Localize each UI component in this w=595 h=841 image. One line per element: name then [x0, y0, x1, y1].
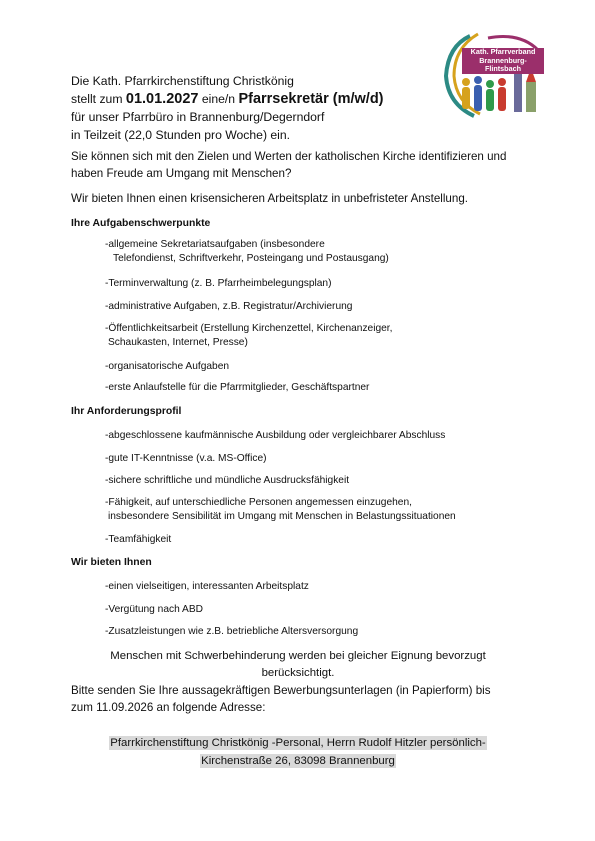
address-line-1: Pfarrkirchenstiftung Christkönig -Personal, Herrn Rudolf Hitzler persönlich- [110, 737, 486, 749]
task-item: -administrative Aufgaben, z.B. Registratur/Archivierung [105, 301, 353, 312]
question [71, 149, 541, 182]
profile-item: -abgeschlossene kaufmännische Ausbildung oder vergleichbarer Abschluss [105, 430, 446, 441]
task-item [105, 238, 545, 266]
benefit-item: -Zusatzleistungen wie z.B. betriebliche Altersversorgung [105, 626, 359, 637]
logo-text [462, 48, 544, 74]
profile-item-line: -Fähigkeit, auf unterschiedliche Personen angemessen einzugehen, [105, 497, 412, 508]
benefit-item: -einen vielseitigen, interessanten Arbeitsplatz [105, 581, 309, 592]
address-line-2: Kirchenstraße 26, 83098 Brannenburg [201, 755, 395, 767]
profile-heading: Ihr Anforderungsprofil [71, 406, 182, 417]
benefit-item: -Vergütung nach ABD [105, 604, 203, 615]
apply-line: zum 11.09.2026 an folgende Adresse: [71, 701, 266, 714]
offer-text: Wir bieten Ihnen einen krisensicheren Arbeitsplatz in unbefristeter Anstellung. [71, 192, 468, 205]
start-date: 01.01.2027 [125, 91, 199, 107]
intro [71, 72, 541, 144]
question-line-1: Sie können sich mit den Zielen und Werten der katholischen Kirche identifizieren und [71, 150, 507, 163]
intro-line-3: für unser Pfarrbüro in Brannenburg/Degerndorf [71, 110, 325, 124]
disability-note [71, 648, 525, 682]
apply-line: Bitte senden Sie Ihre aussagekräftigen Bewerbungsunterlagen (in Papierform) bis [71, 684, 491, 697]
disability-line: Menschen mit Schwerbehinderung werden bei gleicher Eignung bevorzugt [110, 650, 486, 662]
task-item [105, 322, 545, 350]
task-item: -organisatorische Aufgaben [105, 361, 230, 372]
job-title: Pfarrsekretär (m/w/d) [238, 91, 384, 107]
profile-item-line: insbesondere Sensibilität im Umgang mit Menschen in Belastungssituationen [108, 511, 456, 522]
benefits-heading: Wir bieten Ihnen [71, 557, 152, 568]
task-item-line: -allgemeine Sekretariatsaufgaben (insbesondere [105, 239, 325, 250]
disability-line: berücksichtigt. [261, 667, 335, 679]
question-line-2: haben Freude am Umgang mit Menschen? [71, 166, 292, 180]
task-item-line: Telefondienst, Schriftverkehr, Posteingang und Postausgang) [113, 253, 389, 264]
profile-item [105, 496, 545, 524]
task-item: -erste Anlaufstelle für die Pfarrmitglieder, Geschäftspartner [105, 382, 370, 393]
intro-line-2-pre: stellt zum [71, 92, 123, 106]
profile-item: -sichere schriftliche und mündliche Ausdrucksfähigkeit [105, 475, 350, 486]
apply-text [71, 682, 541, 716]
profile-item: -gute IT-Kenntnisse (v.a. MS-Office) [105, 453, 267, 464]
intro-line-1: Die Kath. Pfarrkirchenstiftung Christkönig [71, 74, 294, 88]
logo-line-1: Kath. Pfarrverband [462, 48, 544, 57]
logo-line-2: Brannenburg-Flintsbach [462, 57, 544, 74]
task-item-line: Schaukasten, Internet, Presse) [108, 337, 248, 348]
address [71, 734, 525, 770]
task-item-line: -Öffentlichkeitsarbeit (Erstellung Kirchenzettel, Kirchenanzeiger, [105, 323, 393, 334]
intro-line-2-mid: eine/n [201, 92, 236, 106]
profile-item: -Teamfähigkeit [105, 534, 172, 545]
intro-line-4: in Teilzeit (22,0 Stunden pro Woche) ein. [71, 128, 291, 142]
tasks-heading: Ihre Aufgabenschwerpunkte [71, 218, 211, 229]
intro-line-2 [71, 90, 541, 108]
task-item: -Terminverwaltung (z. B. Pfarrheimbelegungsplan) [105, 278, 332, 289]
